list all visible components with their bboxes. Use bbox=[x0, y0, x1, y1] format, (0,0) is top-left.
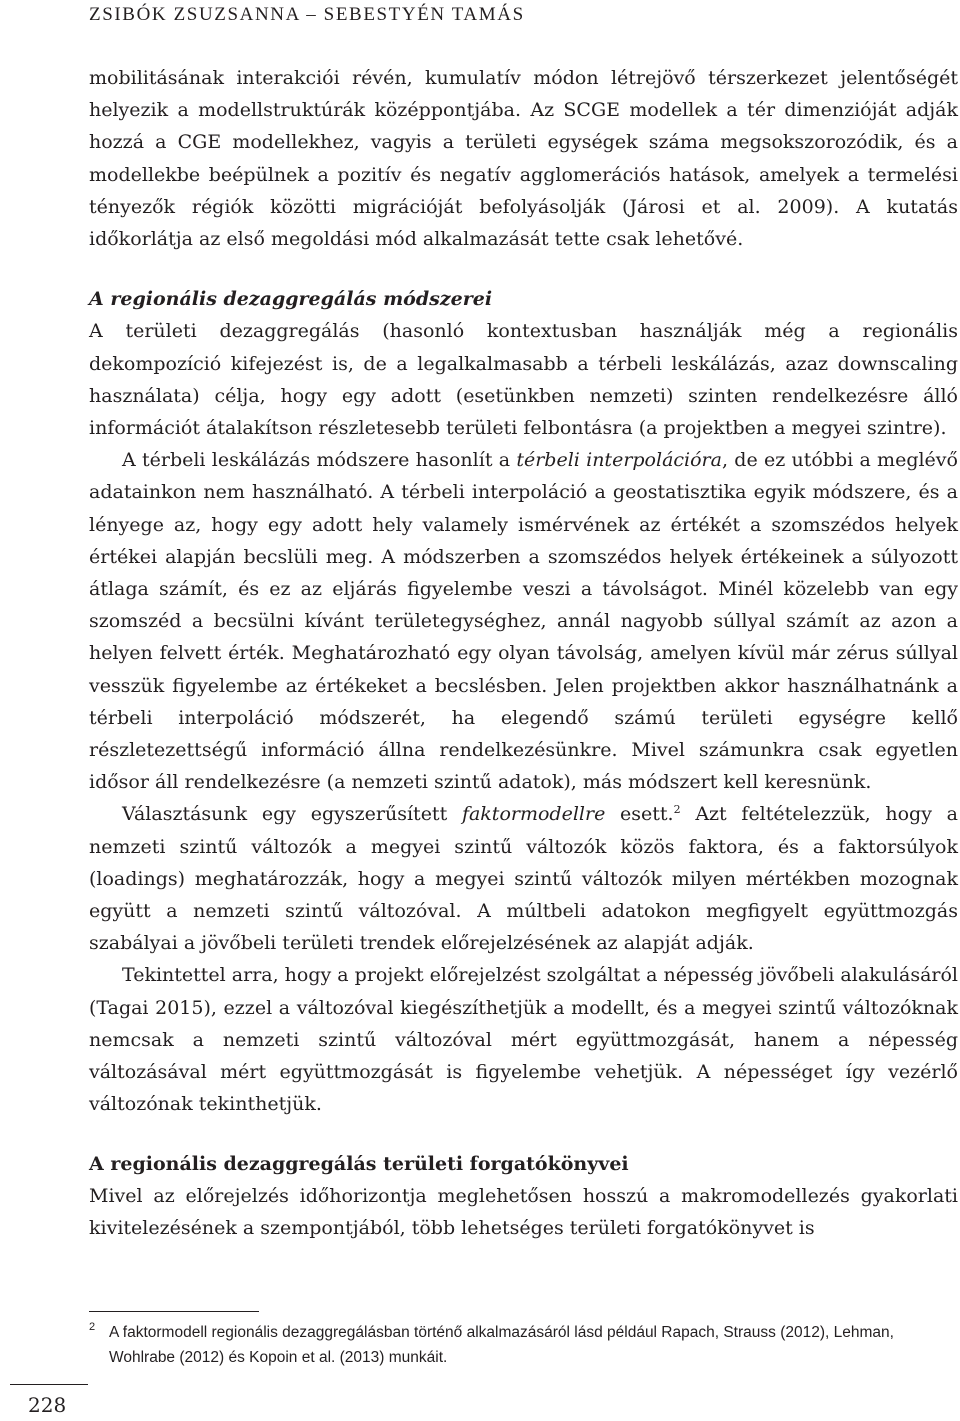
main-text bbox=[89, 62, 958, 1244]
footnote-text: A faktormodell regionális dezaggregálásban történő alkalmazásáról lásd például Rapach, Strauss (2012), Lehman, Wohlrabe (2012) és Kopoin et al. (2013) munkáit. bbox=[109, 1324, 894, 1366]
page-number-divider bbox=[10, 1384, 88, 1385]
paragraph-faktormodell bbox=[89, 798, 958, 959]
emphasis-term: faktormodellre bbox=[461, 803, 606, 826]
paragraph-leskalazas bbox=[89, 444, 958, 798]
intro-paragraph: mobilitásának interakciói révén, kumulatív módon létrejövő térszerkezet jelentőségét helyezik a modellstruktúrák középpontjába. Az SCGE modellek a tér dimenzióját adják hozzá a CGE modellekhez, vagyis a területi egységek száma megsokszorozódik, és a modellekbe beépülnek a pozitív és negatív agglomerációs hatások, amelyek a termelési tényezők régiók közötti migrációját befolyásolják (Járosi et al. 2009). A kutatás időkorlátja az első megoldási mód alkalmazását tette csak lehetővé. bbox=[89, 67, 958, 251]
paragraph-nepesseg: Tekintettel arra, hogy a projekt előrejelzést szolgáltat a népesség jövőbeli alakulásáról (Tagai 2015), ezzel a változóval kiegészíthetjük a modellt, és a megyei szintű változóknak nemcsak a nemzeti szintű változóval mért együttmozgását, hanem a népesség változásával mért együttmozgását is figyelembe vehetjük. A népességet így vezérlő változónak tekinthetjük. bbox=[89, 964, 958, 1116]
paragraph-dezaggregalas: A területi dezaggregálás (hasonló kontextusban használják még a regionális dekompozíció kifejezést is, de a legalkalmasabb a térbeli leskálázás, azaz downscaling használata) célja, hogy egy adott (esetünkben nemzeti) szinten rendelkezésre álló információt átalakítson részletesebb területi felbontásra (a projektben a megyei szintre). bbox=[89, 320, 958, 440]
footnote-number: 2 bbox=[89, 1321, 96, 1333]
footnote-divider bbox=[89, 1311, 259, 1312]
emphasis-term: térbeli interpolációra bbox=[516, 449, 722, 472]
page-number: 228 bbox=[28, 1393, 67, 1417]
paragraph-text: Választásunk egy egyszerűsített bbox=[122, 803, 462, 826]
section-heading-methods: A regionális dezaggregálás módszerei bbox=[89, 288, 493, 311]
paragraph-text: A térbeli leskálázás módszere hasonlít a bbox=[122, 449, 517, 472]
running-head: ZSIBÓK ZSUZSANNA – SEBESTYÉN TAMÁS bbox=[89, 4, 525, 25]
paragraph-text: esett. bbox=[605, 803, 674, 826]
paragraph-text: , de ez utóbbi a meglévő adatainkon nem használható. A térbeli interpoláció a geostatisztika egyik módszere, és a lényege az, hogy egy adott hely valamely ismérvének az értékét a szomszédos helyek értékei alapján becslüli meg. A módszerben a szomszédos helyek értékeinek a súlyozott átlaga számít, és ez az eljárás figyelembe veszi a távolságot. Minél közelebb van egy szomszéd a becsülni kívánt területegységhez, annál nagyobb súllyal számít az azon a helyen felvett érték. Meghatározható egy olyan távolság, amelyen kívül már zérus súllyal vesszük figyelembe az értékeket a becslésben. Jelen projektben akkor használhatnánk a térbeli interpoláció módszerét, ha elegendő számú területi egységre kellő részletezettségű információ állna rendelkezésünkre. Mivel számunkra csak egyetlen idősor áll rendelkezésre (a nemzeti szintű adatok), más módszert kell keresnünk. bbox=[89, 449, 958, 794]
footnote-reference[interactable]: 2 bbox=[673, 803, 681, 817]
section-heading-scenarios: A regionális dezaggregálás területi forgatókönyvei bbox=[89, 1152, 629, 1175]
paragraph-forgatokonyv: Mivel az előrejelzés időhorizontja meglehetősen hosszú a makromodellezés gyakorlati kivitelezésének a szempontjából, több lehetséges területi forgatókönyvet is bbox=[89, 1184, 958, 1239]
paragraph-text: Azt feltételezzük, hogy a nemzeti szintű változók a megyei szintű változók közös faktora, és a faktorsúlyok (loadings) meghatározzák, hogy a megyei szintű változók milyen mértékben mozognak együtt a nemzeti szintű változóval. A múltbeli adatokon megfigyelt együttmozgás szabályai a jövőbeli területi trendek előrejelzésének az alapját adják. bbox=[89, 803, 959, 955]
footnote bbox=[89, 1320, 958, 1370]
